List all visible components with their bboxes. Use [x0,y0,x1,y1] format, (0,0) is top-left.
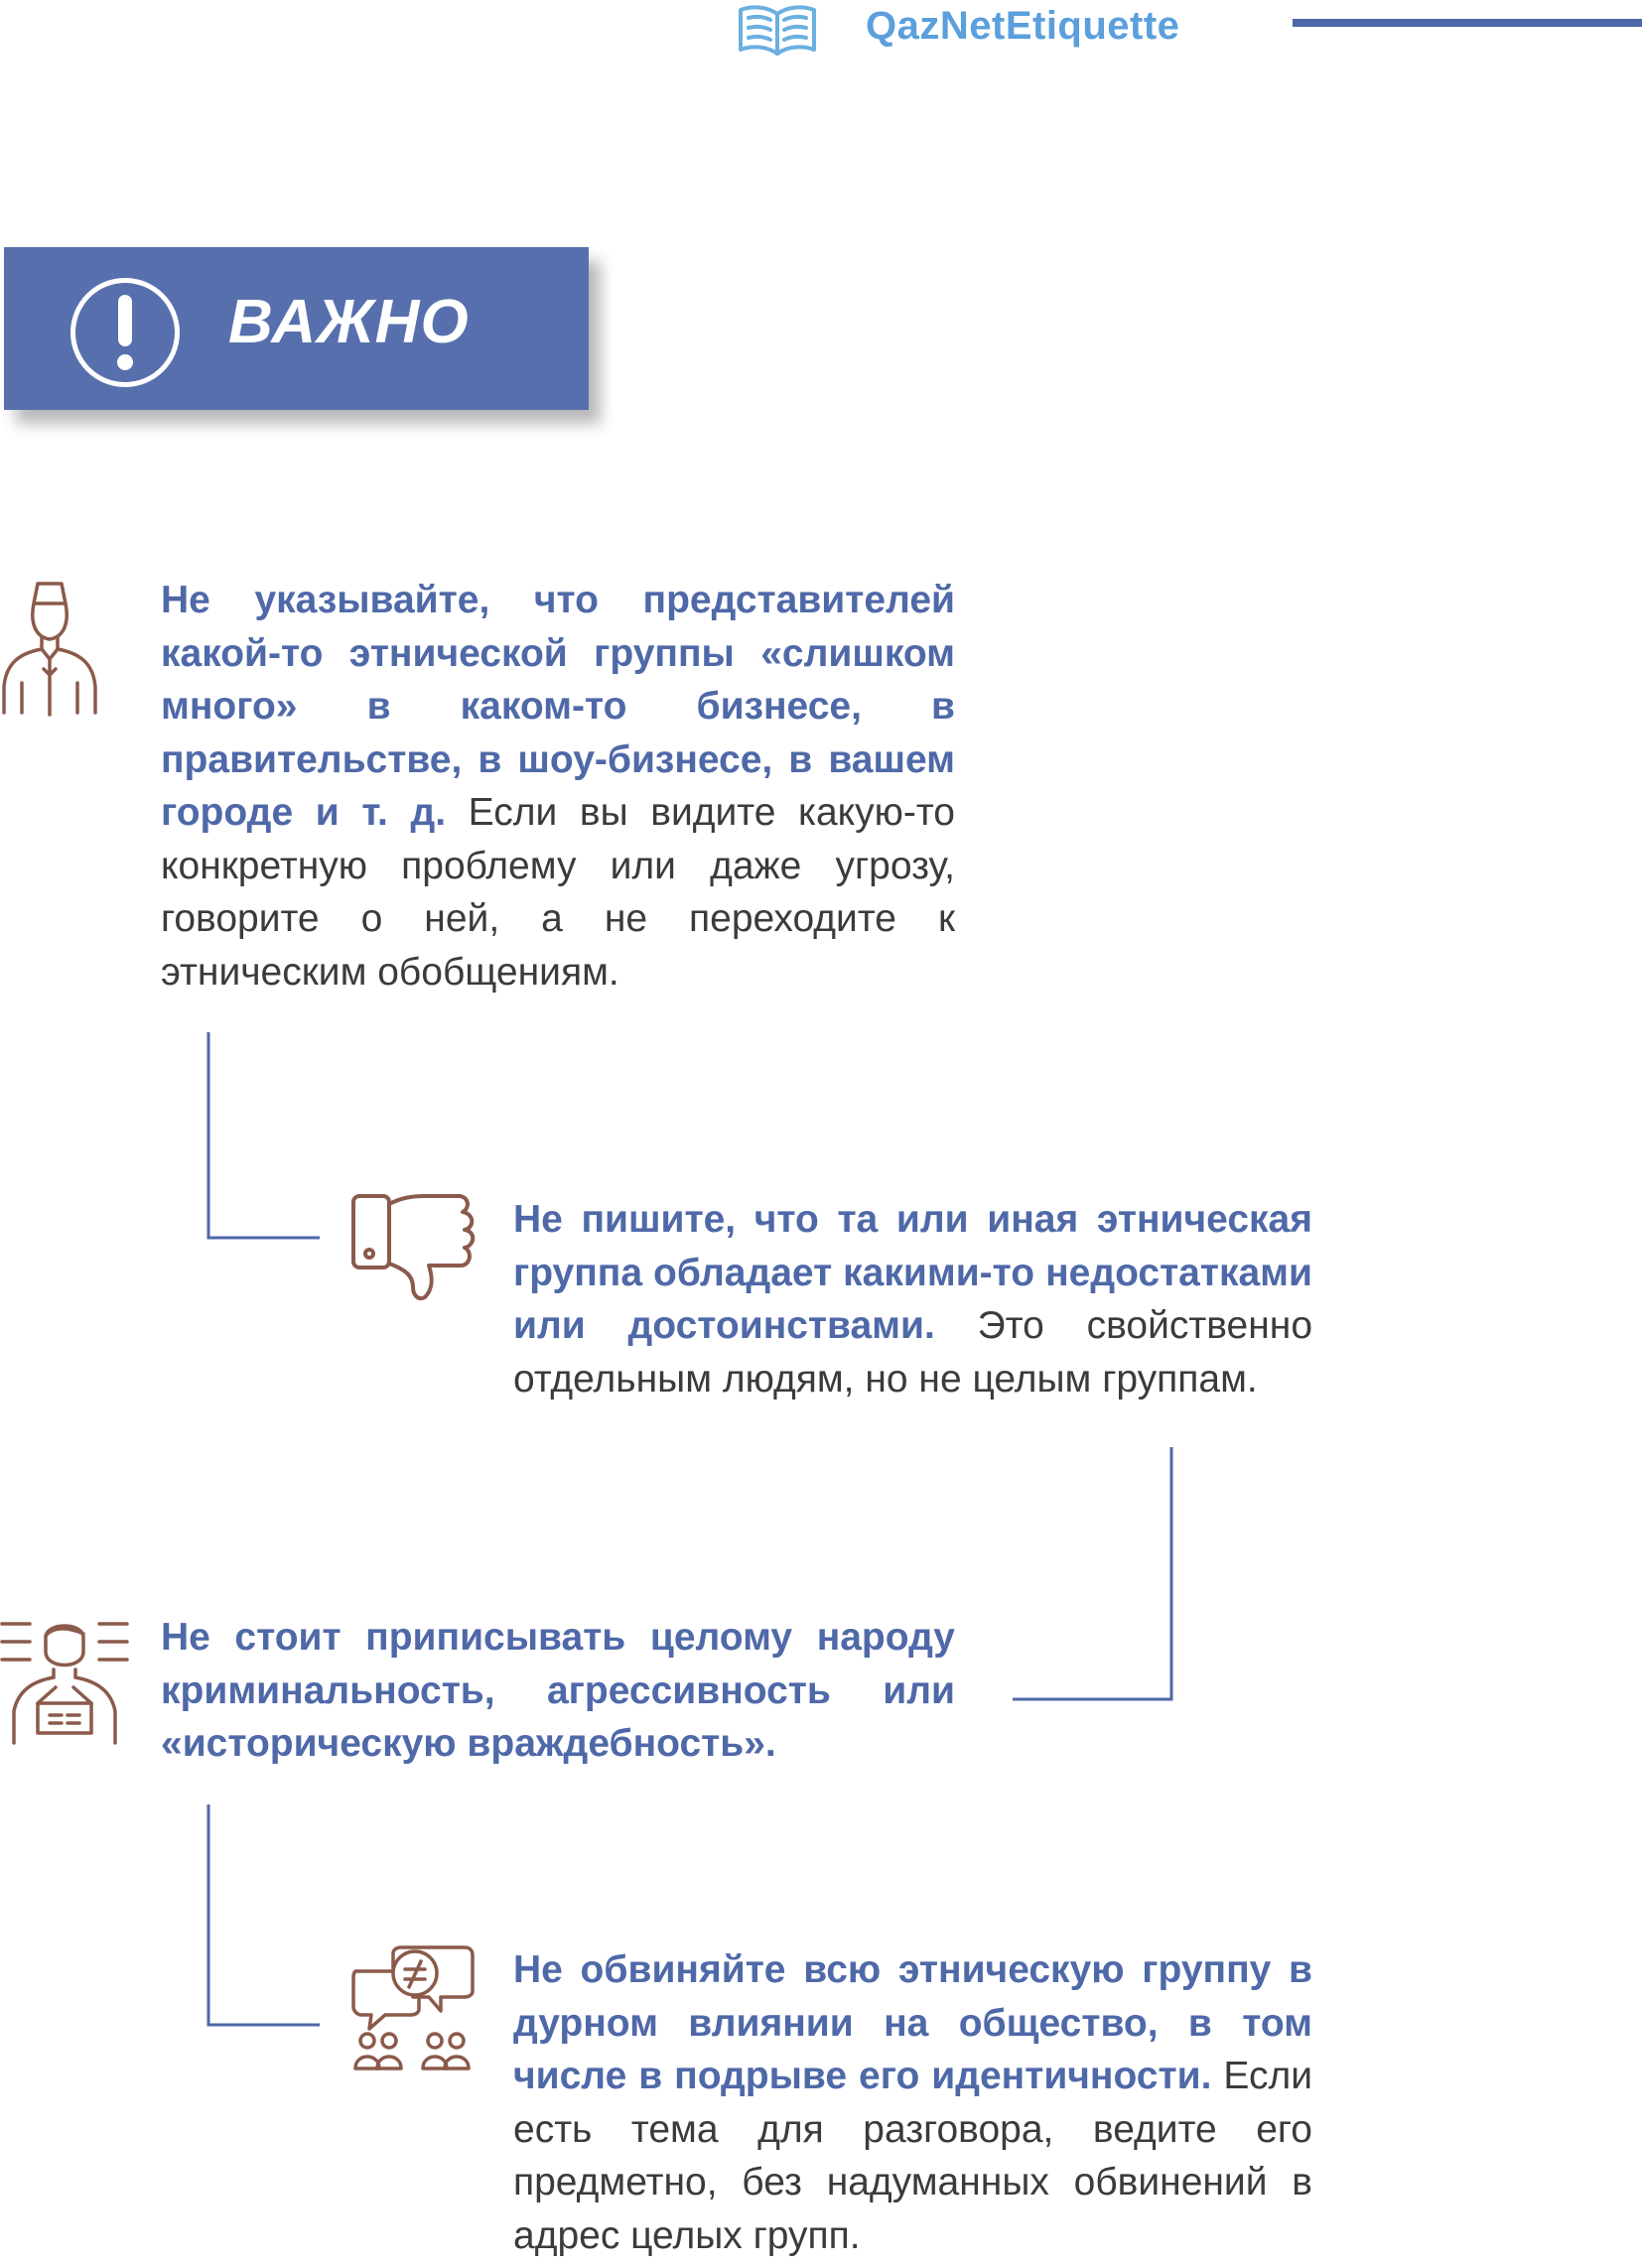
mugshot-person-icon [0,1616,129,1747]
rule-2-bold: Не пишите, что та или иная этническая группа обладает какими-то недостатками или достоинствами. [513,1198,1312,1347]
rule-4-normal: Если есть тема для разговора, ведите его предметно, без надуманных обвинений в адрес целых групп. [513,2055,1312,2257]
rule-4-bold: Не обвиняйте всю этническую группу в дурном влиянии на общество, в том числе в подрыве его идентичности. [513,1948,1312,2097]
connector-2 [1013,1447,1171,1699]
rule-3-bold: Не стоит приписывать целому народу криминальность, агрессивность или «историческую враждебность». [161,1616,955,1765]
discussion-groups-icon [349,1945,480,2076]
thumbs-down-icon [349,1194,479,1303]
header-rule [1293,19,1642,27]
person-icon [0,580,99,719]
exclamation-circle-icon [66,273,185,392]
brand-name: QazNetEtiquette [866,4,1180,48]
rule-2-normal: Это свойственно отдельным людям, но не целым группам. [513,1304,1313,1401]
banner-title: ВАЖНО [228,288,470,356]
rule-1-normal: Если вы видите какую-то конкретную проблему или даже угрозу, говорите о ней, а не переходите к этническим обобщениям. [161,791,955,994]
open-book-icon [735,0,820,58]
rule-3-text [161,1611,955,1771]
rule-4-text [513,1943,1312,2262]
rule-1-bold: Не указывайте, что представителей какой-то этнической группы «слишком много» в каком-то бизнесе, в правительстве, в шоу-бизнесе, в вашем городе и т. д. [161,579,955,834]
important-banner [4,247,589,410]
rule-2-text [513,1193,1312,1405]
connector-1 [208,1032,320,1238]
rule-1-text [161,574,955,999]
connector-3 [208,1804,320,2025]
